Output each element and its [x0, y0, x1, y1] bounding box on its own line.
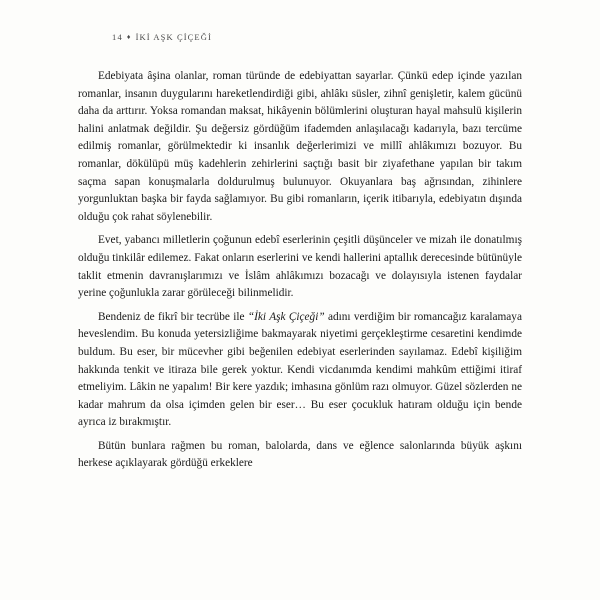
page-number: 14: [112, 32, 123, 42]
book-title-mention: “İki Aşk Çiçeği”: [247, 310, 325, 323]
paragraph-3: Bendeniz de fikrî bir tecrübe ile “İki Aşk Çiçeği” adını verdiğim bir romancağız karalamaya heveslendim. Bu konuda yetersizliğime bakmayarak niyetimi gerçekleştirme cesaretini kendimde buldum. Bu eser, bir mücevher gibi beğenilen edebiyat eserlerinden sayılamaz. Edebî kişiliğim hakkında tenkit ve itiraza bile gerek yoktur. Kendi vicdanımda kendimi mahkûm ettiğimi itiraf etmeliyim. Lâkin ne yapalım! Bir kere yazdık; imhasına gönlüm razı olmuyor. Güzel sözlerden ne kadar mahrum da olsa içimden gelen bir eser… Bu eser çocukluk hatıram olduğu için bende ayrıca iz bırakmıştır.: [78, 310, 522, 429]
running-head-separator-icon: ♦: [126, 33, 132, 41]
paragraph-2: Evet, yabancı milletlerin çoğunun edebî eserlerinin çeşitli düşünceler ve mizah ile donatılmış olduğu tinkilâr edilemez. Fakat onların eserlerini ve kendi hallerini aptallık derecesinde bütünüyle taklit etmenin davranışlarımızı ve İslâm ahlâkımızı bozacağı ve dolayısıyla istenen faydalar yerine çoğunlukla zarar görüleceği bilinmelidir.: [78, 234, 522, 300]
paragraph-1: Edebiyata âşina olanlar, roman türünde de edebiyattan sayarlar. Çünkü edep içinde yazılan romanlar, insanın duygularını hareketlendirdiği gibi, ahlâkı süsler, zihnî genişletir, kalem gücünü daha da arttırır. Yoksa romandan maksat, hikâyenin bölümlerini oluşturan hayal mahsulü kişilerin halini anlatmak değildir. Şu değersiz gördüğüm ifademden anlaşılacağı kadarıyla, bazı tercüme edilmiş romanlar, görülmektedir ki insanlık değerlerimizi ve millî ahlâkımızı bozuyor. Bu romanlar, dökülüpü müş kadehlerin zehirlerini saçtığı basit bir ziyafethane yapılan bir takım saçma sapan konuşmalarla doldurulmuş bulunuyor. Okuyanlara baş ağrısından, zihinlere yorgunluktan başka bir fayda sağlamıyor. Bu gibi romanların, içerik itibarıyla, edebiyatın dışında olduğu çok rahat söylenebilir.: [78, 70, 522, 223]
running-head: [112, 30, 522, 42]
running-head-title: İKİ AŞK ÇİÇEĞİ: [135, 32, 212, 42]
body-text: [78, 68, 522, 473]
paragraph-4: Bütün bunlara rağmen bu roman, balolarda, dans ve eğlence salonlarında büyük aşkını herkese açıklayarak gördüğü erkeklere: [78, 439, 522, 470]
